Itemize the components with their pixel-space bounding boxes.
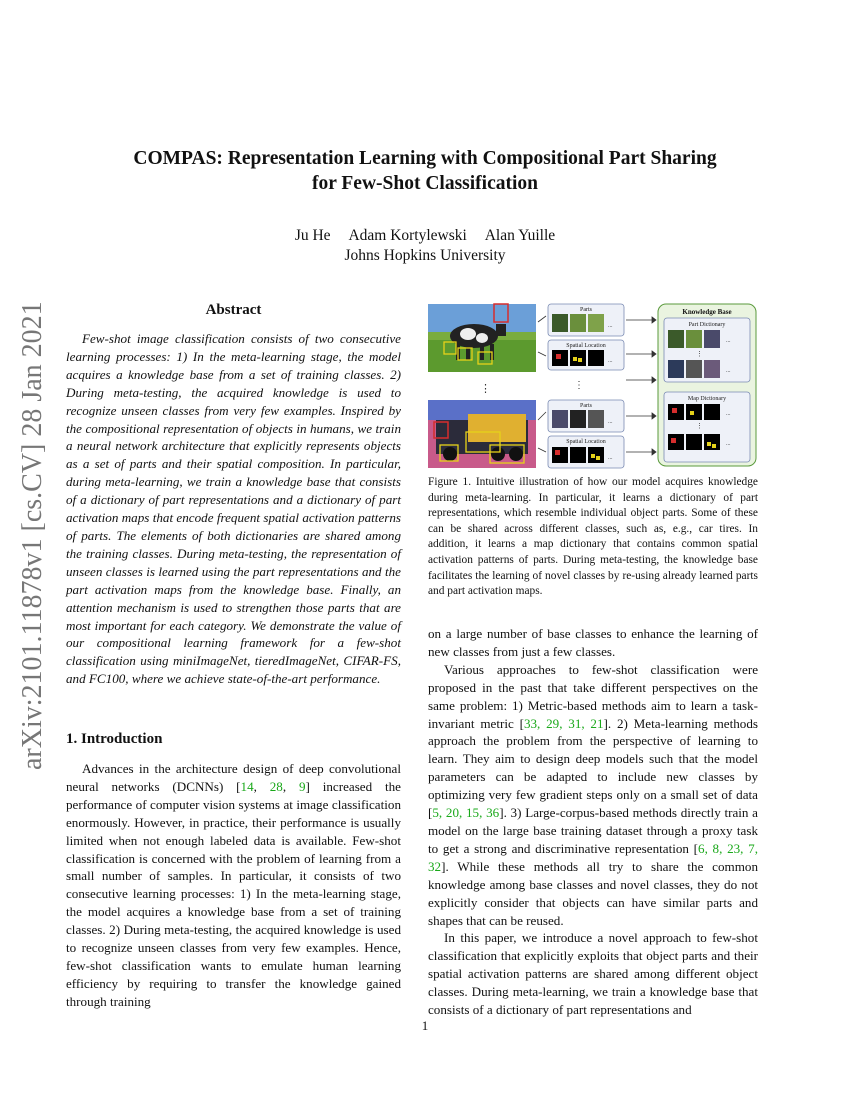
svg-text:⋮: ⋮ (696, 422, 703, 430)
paragraph-text: ]. 2) Meta-learning methods approach the problem from the perspective of learning to learn. They aim to design deep models such that the model parameters can be adapted to include new classes by optimizing very few gradient steps only on a small set of data [ (428, 715, 758, 821)
paragraph (428, 661, 758, 930)
introduction-heading: 1. Introduction (66, 731, 163, 747)
figure-1-caption: Figure 1. Intuitive illustration of how our model acquires knowledge during meta-learning. In particular, it learns a dictionary of part representations, which resemble individual object parts. Some of these can be shared across different classes, such as, e.g., car tires. In addition, it learns a map dictionary that contains common spatial activation patterns of parts. During meta-testing, the knowledge base facilitates the learning of novel classes by re-using already learned parts and part activation maps. (428, 476, 758, 598)
title-line-2: for Few-Shot Classification (311, 173, 539, 194)
truck-image (428, 400, 536, 468)
parts-label: Parts (580, 307, 592, 313)
svg-text:Parts: Parts (580, 403, 592, 409)
title-line-1: COMPAS: Representation Learning with Compositional Part Sharing (133, 148, 717, 169)
paper-title (60, 146, 790, 196)
svg-text:...: ... (608, 323, 613, 329)
introduction-paragraph: Advances in the architecture design of deep convolutional neural networks (DCNNs) [14, 28, 9] increased the performance of computer vision systems at image classification enormously. However, in practice, their performance is usually limited when not enough labeled data is available. Few-shot classification is concerned with the problem of learning from a small number of samples. In particular, it consists of two consecutive learning processes: 1) In the meta-learning stage, the model acquires a knowledge base from a set of training classes. 2) During meta-testing, the acquired knowledge is used to recognize unseen classes from very few examples. Hence, few-shot classification wants to emulate human learning efficiency by requiring to transfer the knowledge gained through training (66, 761, 401, 1009)
svg-text:...: ... (726, 441, 731, 447)
svg-text:Spatial Location: Spatial Location (566, 439, 606, 445)
svg-text:...: ... (726, 368, 731, 374)
citation-link[interactable]: 6, 8, 23, 7, 32 (428, 840, 758, 874)
svg-text:⋮: ⋮ (696, 350, 703, 358)
map-dictionary-label: Map Dictionary (687, 396, 727, 402)
svg-text:⋮: ⋮ (574, 380, 584, 391)
intro-text: Advances in the architecture design of deep convolutional neural networks (DCNNs) [ (66, 761, 401, 794)
knowledge-base-panel (658, 304, 756, 466)
page-number: 1 (421, 1018, 429, 1033)
cow-image (428, 304, 536, 372)
author-list (60, 226, 790, 246)
svg-text:...: ... (608, 358, 613, 364)
author: Adam Kortylewski (348, 227, 467, 244)
citation-link[interactable]: 9 (298, 778, 306, 794)
paragraph-text: ]. While these methods all try to share the common knowledge among base classes and novel classes, they do not explicitly consider that objects can have similar parts and shapes that can be reused. (428, 858, 758, 928)
svg-text:...: ... (726, 411, 731, 417)
paragraph: on a large number of base classes to enhance the learning of new classes from just a few classes. (428, 626, 758, 659)
arxiv-stamp (6, 300, 56, 770)
citation-link[interactable]: 28 (269, 778, 283, 794)
svg-text:...: ... (726, 338, 731, 344)
paragraph-text: ]. 3) Large-corpus-based methods directly train a model on the large base training dataset through a proxy task to get a strong and discriminative representation [ (428, 805, 758, 856)
svg-text:...: ... (608, 419, 613, 425)
abstract-text: Few-shot image classification consists of two consecutive learning processes: 1) In the meta-learning stage, the model acquires a knowledge base from a set of training classes. 2) During meta-testing, the acquired knowledge is used to recognize unseen classes from very few examples. Inspired by the compositional representation of objects in humans, we train a neural network architecture that explicitly represents objects as a set of parts and their spatial composition. In particular, during meta-learning, we train a knowledge base that consists of a dictionary of part representations and a dictionary of part activation maps that encode frequent spatial activation patterns of parts. The elements of both dictionaries are shared among the training classes. During meta-testing, the representation of unseen classes is learned using the part representations and the part activation maps from the knowledge base. Finally, an attention mechanism is used to strengthen those parts that are most important for each category. We demonstrate the value of our compositional learning framework for a few-shot classification using miniImageNet, tieredImageNet, CIFAR-FS, and FC100, where we achieve state-of-the-art performance. (66, 331, 401, 687)
citation-link[interactable]: 33, 29, 31, 21 (523, 715, 604, 731)
parts-panel-top (538, 304, 624, 370)
spatial-location-label: Spatial Location (566, 343, 606, 349)
paragraph-text: Various approaches to few-shot classification were proposed in the past that take different perspectives on the same problem: 1) Metric-based methods aim to learn a task-invariant metric [ (428, 661, 758, 731)
right-column-text (428, 625, 758, 1019)
author: Ju He (294, 227, 331, 244)
svg-text:...: ... (608, 455, 613, 461)
citation-link[interactable]: 5, 20, 15, 36 (432, 805, 500, 821)
paragraph: In this paper, we introduce a novel approach to few-shot classification that explicitly exploits that object parts and their spatial activation patterns are shared among different object classes. During meta-learning, we train a knowledge base that consists of a dictionary of part representations and (428, 930, 758, 1018)
intro-text: ] increased the performance of computer vision systems at image classification enormously. However, in practice, their performance is usually limited when not enough labeled data is available. Few-shot classification is concerned with the problem of learning from a small number of samples. In particular, it consists of two consecutive learning processes: 1) In the meta-learning stage, the model acquires a knowledge base from a set of training classes. 2) During meta-testing, the acquired knowledge is used to recognize unseen classes from very few examples. Hence, few-shot classification wants to emulate human learning efficiency by requiring to transfer the knowledge gained through training (66, 778, 401, 1009)
vertical-ellipsis: ⋮ (480, 383, 491, 395)
arxiv-stamp-text: arXiv:2101.11878v1 [cs.CV] 28 Jan 2021 (17, 301, 48, 770)
part-dictionary-label: Part Dictionary (688, 322, 726, 328)
knowledge-base-title: Knowledge Base (682, 308, 732, 316)
citation-link[interactable]: 14 (240, 778, 254, 794)
parts-panel-bottom (538, 400, 624, 468)
affiliation: Johns Hopkins University (344, 247, 506, 264)
figure-1 (428, 302, 758, 470)
abstract-heading: Abstract (205, 302, 262, 318)
author: Alan Yuille (484, 227, 556, 244)
